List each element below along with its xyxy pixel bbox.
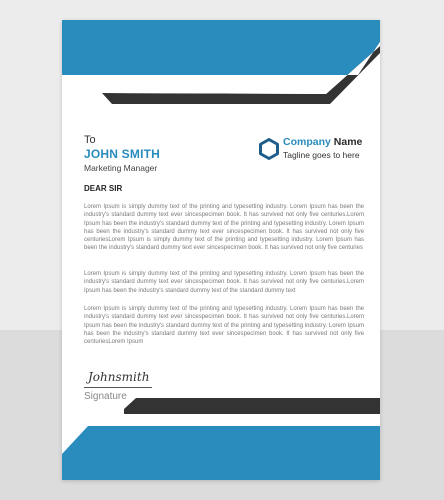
to-label: To: [84, 134, 96, 146]
footer-white-gap: [88, 418, 380, 426]
footer-dark-tail: [124, 398, 380, 414]
footer-blue-band: [62, 426, 380, 480]
signature-line: [84, 387, 152, 388]
company-name-part2: Name: [333, 136, 363, 148]
letterhead-page: [62, 20, 380, 480]
recipient-role: Marketing Manager: [84, 163, 158, 173]
signature-label: Signature: [84, 391, 127, 402]
body-paragraph-1: Lorem Ipsum is simply dummy text of the printing and typesetting industry. Lorem Ipsum has been the industry's standard dummy text ever sincespecimen book. It has survived not only five centuries.Lorem Ipsum has been the industry's standard dummy text of the printing and typesetting industry. Lorem Ipsum has been the industry's standard dummy text ever sincespecimen book. It has survived not only five centuriesLorem Ipsum is simply dummy text of the printing and typesetting industry. Lorem Ipsum has been the industry's standard dummy text ever sincespecimen book. It has survived not only five centuries: [84, 204, 364, 252]
body-paragraph-2: Lorem Ipsum is simply dummy text of the printing and typesetting industry. Lorem Ipsum has been the industry's standard dummy text ever sincespecimen book. It has survived not only five centuries.Lorem Ipsum has been the industry's standard dummy text of the standard dummy text: [84, 271, 364, 294]
hexagon-icon: [258, 138, 280, 160]
recipient-name: JOHN SMITH: [84, 147, 161, 161]
greeting: DEAR SIR: [84, 184, 123, 193]
header-blue-band: [62, 20, 380, 75]
company-name: [283, 136, 362, 148]
body-paragraph-3: Lorem Ipsum is simply dummy text of the printing and typesetting industry. Lorem Ipsum has been the industry's standard dummy text ever sincespecimen book. It has survived not only five centuries.Lorem Ipsum has been the industry's standard dummy text of the printing and typesetting industry. Lorem Ipsum has been the industry's standard dummy text ever sincespecimen book. It has survived not only five centuriesLorem Ipsum: [84, 306, 364, 346]
company-name-part1: Company: [283, 136, 331, 148]
company-tagline: Tagline goes to here: [283, 150, 360, 160]
signature-script: Johnsmith: [88, 370, 150, 384]
